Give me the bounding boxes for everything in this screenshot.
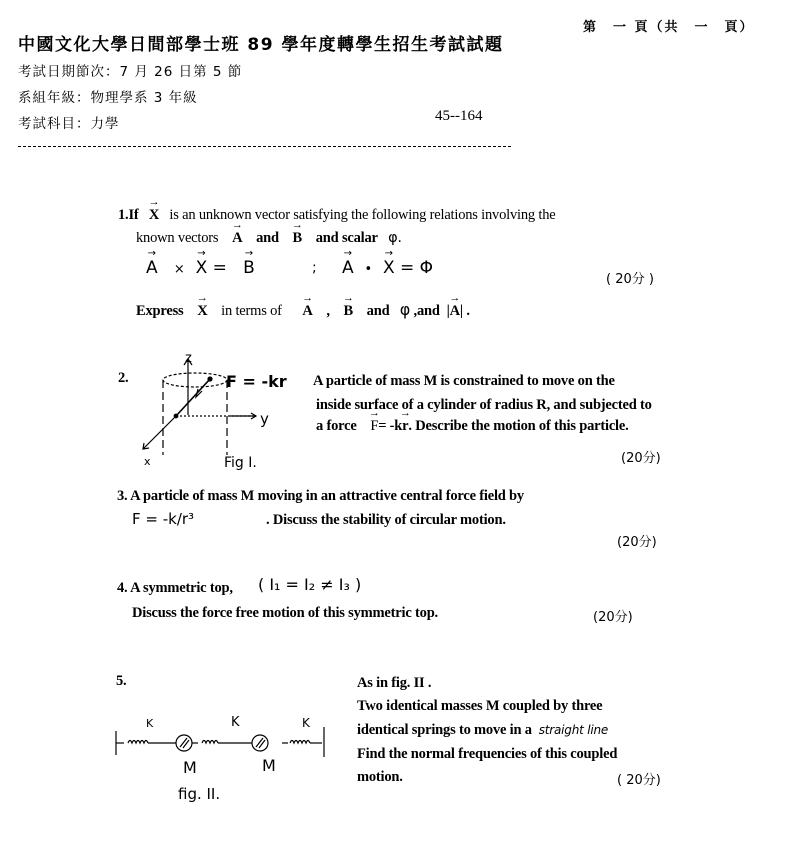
dot-operator: • [364, 262, 373, 277]
question-1-line-4 [136, 300, 470, 320]
magnitude-a: → |A| [447, 303, 463, 320]
question-number: 4. [117, 580, 128, 596]
exam-title: 中國文化大學日間部學士班 89 學年度轉學生招生考試試題 [18, 35, 504, 55]
force-equation: F = -kr [226, 372, 287, 391]
q2-line-1: A particle of mass M is constrained to move on the [313, 373, 615, 389]
q1-text: is an unknown vector satisfying the following relations involving the [169, 207, 556, 223]
question-1-line-1 [118, 207, 556, 224]
phi-symbol: φ. [388, 230, 402, 246]
axis-x-label: x [144, 455, 151, 468]
spring-2 [202, 741, 218, 744]
question-number: 2. [118, 370, 129, 386]
q3-text: A particle of mass M moving in an attractive central force field by [130, 488, 524, 504]
vector-a: → A [146, 258, 158, 278]
mass-1-label: M [183, 758, 197, 777]
cylinder-top-ellipse [163, 373, 227, 387]
mass-1-hatch [180, 738, 187, 747]
q1-text: and scalar [315, 230, 378, 246]
vector-a: → A [302, 303, 312, 320]
figure-2-spring-system [110, 725, 340, 765]
q5-line-3 [357, 722, 608, 739]
question-number: 5. [116, 673, 127, 689]
score-label: (20分) [621, 451, 661, 466]
q1-text: If [128, 207, 139, 223]
q1-text: , [326, 303, 330, 319]
q1-text: known vectors [136, 230, 219, 246]
q1-equation-dot [342, 258, 433, 278]
q1-equation-cross [146, 258, 255, 278]
score-label: (20分) [617, 535, 657, 550]
moment-of-inertia-condition: ( I₁ = I₂ ≠ I₃ ) [258, 575, 362, 594]
q2-line-2: inside surface of a cylinder of radius R, and subjected to [316, 397, 652, 413]
vector-r: → r [402, 418, 408, 435]
x-axis [143, 416, 176, 449]
vector-b: → B [343, 303, 352, 320]
spring-constant-2: K [231, 715, 240, 730]
vector-x: → X [149, 207, 159, 224]
vector-x: → X [197, 303, 207, 320]
position-vector [176, 379, 210, 416]
subject: 考試科目：力學 [18, 116, 120, 132]
vector-a: → A [232, 230, 242, 247]
vector-a: → A [342, 258, 354, 278]
score-label: ( 20分) [617, 773, 661, 788]
q1-text: and [366, 303, 390, 319]
page-indicator: 第 一 頁（共 一 頁） [583, 20, 755, 35]
mass-2-label: M [262, 756, 276, 775]
handwritten-note: straight line [538, 723, 609, 737]
q5-line-4: Find the normal frequencies of this coupled [357, 746, 618, 762]
header-divider [18, 146, 511, 147]
q1-text: ,and [413, 303, 440, 319]
question-number: 1. [118, 207, 129, 223]
vector-x: → X [383, 258, 395, 278]
q2-text: = -k [378, 418, 403, 434]
q1-text: . [466, 303, 470, 319]
q4-text: A symmetric top, [130, 580, 233, 596]
vector-b: → B [243, 258, 255, 278]
axis-z-label: z [185, 351, 192, 366]
q5-text: identical springs to move in a [357, 722, 532, 738]
particle-dot [208, 377, 212, 381]
phi-symbol: Φ [419, 258, 434, 278]
mass-1 [176, 735, 192, 751]
q3-line-2: . Discuss the stability of circular motion. [266, 512, 506, 528]
score-label: (20分) [593, 610, 633, 625]
mass-2 [252, 735, 268, 751]
department: 系組年級：物理學系 3 年級 [18, 90, 198, 106]
origin-dot [174, 414, 178, 418]
spring-3 [290, 741, 310, 744]
mass-2-hatch [256, 738, 263, 747]
q1-text: and [256, 230, 279, 246]
axis-y-label: y [260, 410, 269, 428]
q5-line-1: As in fig. II . [357, 675, 432, 691]
exam-code: 45--164 [435, 108, 483, 124]
q1-text: in terms of [221, 303, 282, 319]
vector-x: → X [196, 258, 208, 278]
q5-line-5: motion. [357, 769, 403, 785]
exam-date: 考試日期節次：7 月 26 日第 5 節 [18, 64, 243, 80]
equals-sign: = [400, 258, 415, 278]
semicolon: ; [312, 260, 317, 276]
figure-2-caption: fig. II. [178, 785, 221, 803]
spring-constant-3: K [302, 716, 310, 730]
figure-1-caption: Fig I. [224, 455, 257, 471]
q3-line-1 [117, 488, 524, 505]
question-1-line-2 [136, 230, 402, 247]
question-number: 3. [117, 488, 128, 504]
q2-text: a force [316, 418, 357, 434]
q1-text: Express [136, 303, 184, 319]
phi-symbol: φ [399, 300, 411, 319]
q2-text: . Describe the motion of this particle. [408, 418, 629, 434]
equals-sign: = [212, 258, 227, 278]
vector-f: → F [370, 418, 378, 435]
spring-constant-1: K [146, 717, 154, 730]
spring-1 [128, 741, 148, 744]
q2-line-3 [316, 418, 629, 435]
q4-line-1 [117, 580, 233, 597]
vector-b: → B [293, 230, 302, 247]
q4-line-2: Discuss the force free motion of this symmetric top. [132, 605, 438, 621]
central-force-formula: F = -k/r³ [132, 510, 195, 528]
cross-operator: × [173, 262, 185, 277]
score-label: ( 20分 ) [606, 272, 654, 287]
q5-line-2: Two identical masses M coupled by three [357, 698, 603, 714]
